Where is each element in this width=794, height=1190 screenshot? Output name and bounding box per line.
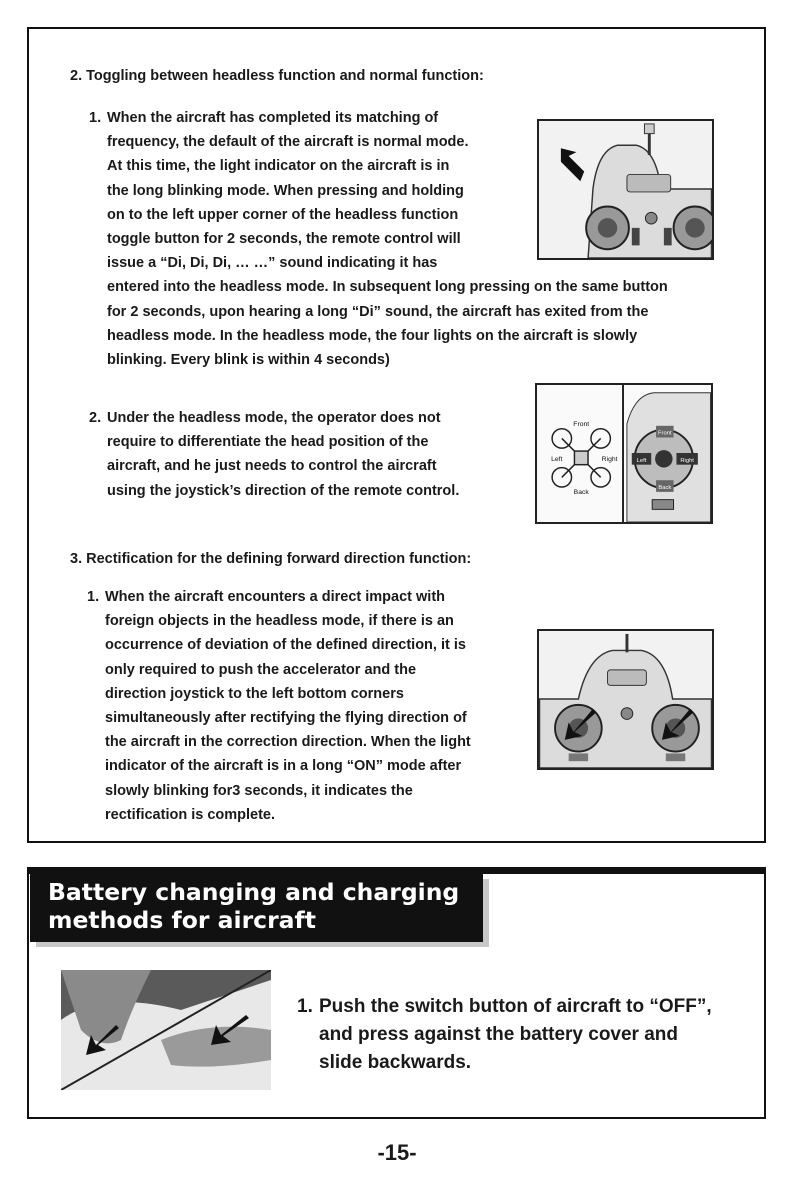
headless-direction-figure xyxy=(535,383,713,524)
remote-headless-button-figure xyxy=(537,119,714,260)
text-line: aircraft, and he just needs to control the aircraft xyxy=(107,458,437,475)
section-3-item-1 xyxy=(87,585,471,827)
text-line: slowly blinking for3 seconds, it indicates the xyxy=(105,782,413,799)
section-2-item-2 xyxy=(89,406,460,503)
remote-control-illustration xyxy=(539,121,712,258)
text-line: for 2 seconds, upon hearing a long “Di” sound, the aircraft has exited from the xyxy=(107,303,649,320)
text-line: on to the left upper corner of the headless function xyxy=(107,206,459,223)
step-number: 1. xyxy=(297,996,313,1017)
text-line: When the aircraft has completed its matching of xyxy=(107,110,439,126)
drone-front-label: Front xyxy=(573,420,590,428)
text-line: direction joystick to the left bottom corners xyxy=(105,685,404,702)
drone-right-label: Right xyxy=(601,455,618,463)
text-line: occurrence of deviation of the defined direction, it is xyxy=(105,637,466,654)
text-line: At this time, the light indicator on the aircraft is in xyxy=(107,158,450,175)
text-line: frequency, the default of the aircraft is normal mode. xyxy=(107,134,469,151)
text-line: When the aircraft encounters a direct impact with xyxy=(105,589,446,605)
text-line: Under the headless mode, the operator does not xyxy=(107,410,441,426)
title-line: Battery changing and charging xyxy=(48,878,460,906)
text-line: foreign objects in the headless mode, if there is an xyxy=(105,613,454,630)
battery-cover-photo-illustration xyxy=(61,970,271,1090)
text-line: issue a “Di, Di, Di, … …” sound indicating it has xyxy=(107,255,438,272)
joystick-back-label: Back xyxy=(658,484,672,491)
title-line: methods for aircraft xyxy=(48,906,317,934)
text-line: require to differentiate the head position of the xyxy=(107,434,429,451)
joystick-left-label: Left xyxy=(636,457,647,464)
text-line: simultaneously after rectifying the flying direction of xyxy=(105,710,467,727)
text-line: the long blinking mode. When pressing and holding xyxy=(107,182,464,199)
section-2-heading: 2. Toggling between headless function and normal function: xyxy=(70,68,484,84)
text-line: only required to push the accelerator and the xyxy=(105,661,417,678)
text-line: headless mode. In the headless mode, the four lights on the aircraft is slowly xyxy=(107,327,638,344)
item-number: 2. xyxy=(89,410,102,426)
joystick-right-label: Right xyxy=(680,457,694,464)
battery-section-title xyxy=(48,878,459,934)
text-line: entered into the headless mode. In subsequent long pressing on the same button xyxy=(107,279,668,296)
text-line: toggle button for 2 seconds, the remote control will xyxy=(107,231,461,248)
step-line: Push the switch button of aircraft to “OFF”, xyxy=(319,996,712,1017)
step-line: and press against the battery cover and xyxy=(319,1024,679,1045)
text-line: using the joystick’s direction of the remote control. xyxy=(107,482,460,499)
section-3-heading: 3. Rectification for the defining forward direction function: xyxy=(70,551,472,567)
remote-rectification-figure xyxy=(537,629,714,770)
battery-section-banner xyxy=(30,874,483,942)
remote-sticks-illustration xyxy=(539,631,712,768)
drone-left-label: Left xyxy=(551,455,563,463)
drone-and-joystick-illustration xyxy=(537,385,711,522)
text-line: indicator of the aircraft is in a long “ON” mode after xyxy=(105,758,462,775)
page-number: -15- xyxy=(377,1140,417,1165)
battery-cover-photo xyxy=(61,970,271,1090)
text-line: the aircraft in the correction direction. When the light xyxy=(105,734,471,751)
text-line: blinking. Every blink is within 4 seconds) xyxy=(107,352,390,369)
drone-back-label: Back xyxy=(573,488,589,496)
item-number: 1. xyxy=(87,589,100,605)
text-line: rectification is complete. xyxy=(105,806,276,823)
battery-step-1 xyxy=(297,993,712,1077)
step-line: slide backwards. xyxy=(319,1052,472,1073)
item-number: 1. xyxy=(89,110,102,126)
joystick-front-label: Front xyxy=(658,430,672,437)
